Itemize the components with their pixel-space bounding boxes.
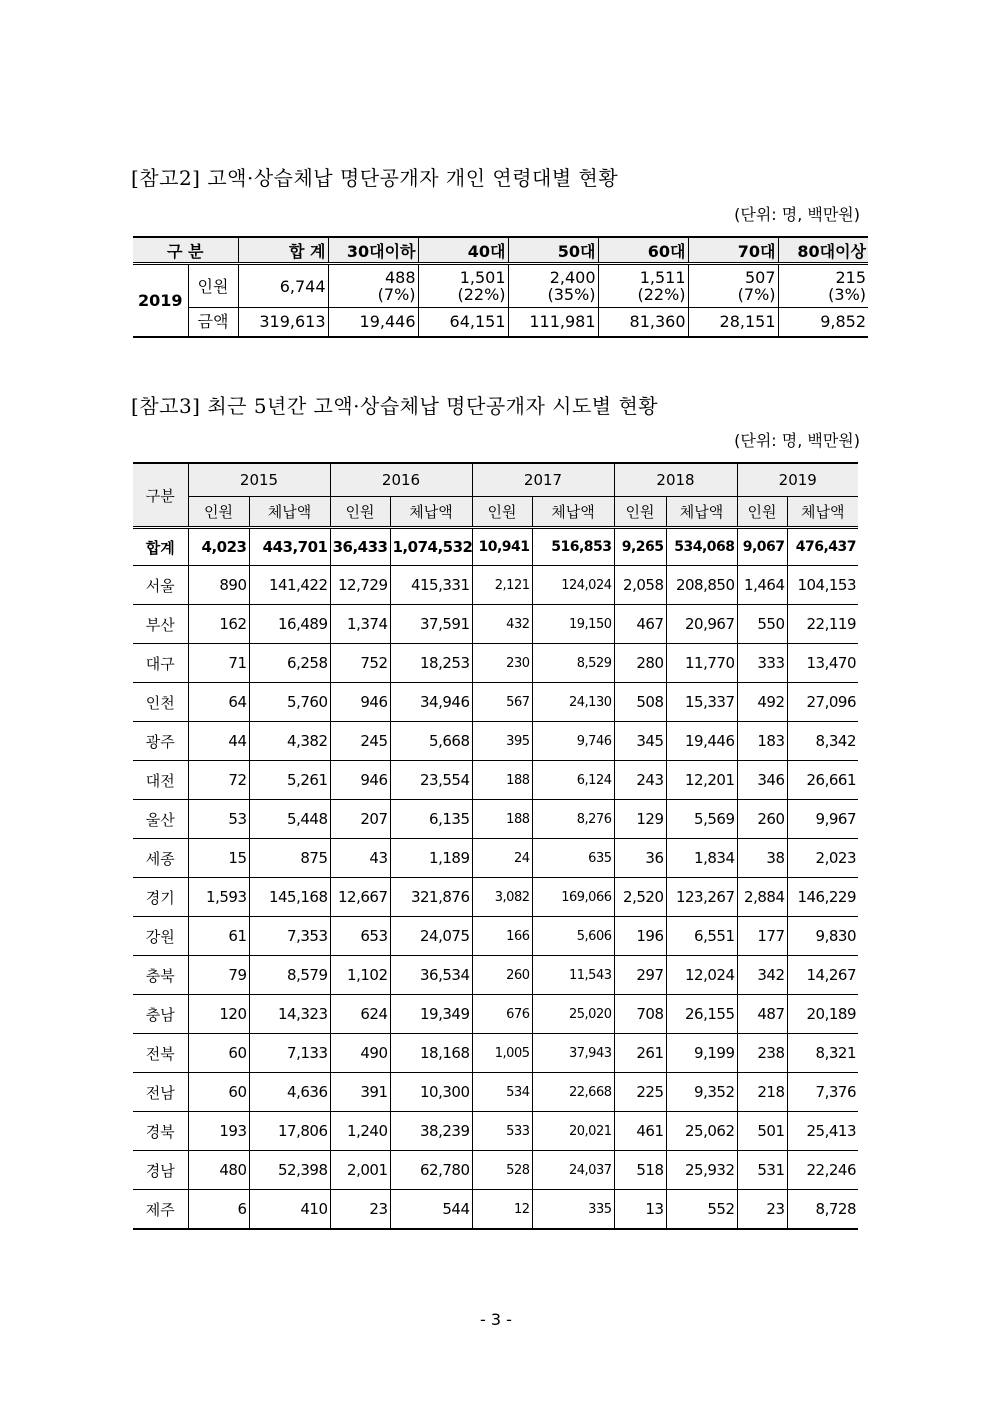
cell: 9,852 xyxy=(778,308,868,337)
cell-amount: 123,267 xyxy=(666,878,737,917)
cell-amount: 20,967 xyxy=(666,605,737,644)
cell-amount: 104,153 xyxy=(787,566,858,605)
cell-amount: 5,569 xyxy=(666,800,737,839)
table-row xyxy=(133,566,858,605)
cell-amount: 169,066 xyxy=(532,878,614,917)
region-label: 세종 xyxy=(133,839,188,878)
cell-amount: 12,201 xyxy=(666,761,737,800)
cell-amount: 443,701 xyxy=(249,528,330,566)
cell: 81,360 xyxy=(598,308,688,337)
cell-amount: 335 xyxy=(532,1190,614,1230)
cell-count: 188 xyxy=(472,800,532,839)
cell-count: 12,667 xyxy=(330,878,390,917)
cell-count: 79 xyxy=(188,956,249,995)
cell-count: 492 xyxy=(737,683,787,722)
cell: 507 (7%) xyxy=(688,264,778,308)
table-row xyxy=(133,683,858,722)
table-row xyxy=(133,1073,858,1112)
cell-amount: 36,534 xyxy=(390,956,472,995)
cell-amount: 11,543 xyxy=(532,956,614,995)
cell-amount: 410 xyxy=(249,1190,330,1230)
cell-amount: 9,199 xyxy=(666,1034,737,1073)
cell-amount: 124,024 xyxy=(532,566,614,605)
cell-count: 260 xyxy=(472,956,532,995)
cell-count: 60 xyxy=(188,1073,249,1112)
page-number: - 3 - xyxy=(480,1310,512,1329)
cell-count: 53 xyxy=(188,800,249,839)
cell-count: 567 xyxy=(472,683,532,722)
cell: 488 (7%) xyxy=(328,264,418,308)
cell-amount: 6,258 xyxy=(249,644,330,683)
cell-count: 2,058 xyxy=(614,566,666,605)
region-label: 전남 xyxy=(133,1073,188,1112)
year-label: 2019 xyxy=(133,264,188,337)
region-label: 부산 xyxy=(133,605,188,644)
cell-count: 71 xyxy=(188,644,249,683)
header-category: 구 분 xyxy=(133,237,238,264)
cell-amount: 25,020 xyxy=(532,995,614,1034)
cell: 19,446 xyxy=(328,308,418,337)
cell-count: 188 xyxy=(472,761,532,800)
cell-count: 508 xyxy=(614,683,666,722)
cell-count: 653 xyxy=(330,917,390,956)
cell-count: 1,240 xyxy=(330,1112,390,1151)
cell-amount: 52,398 xyxy=(249,1151,330,1190)
region-label: 강원 xyxy=(133,917,188,956)
cell-count: 162 xyxy=(188,605,249,644)
cell: 1,511 (22%) xyxy=(598,264,688,308)
cell-count: 528 xyxy=(472,1151,532,1190)
cell-count: 261 xyxy=(614,1034,666,1073)
cell-count: 1,374 xyxy=(330,605,390,644)
cell-count: 534 xyxy=(472,1073,532,1112)
cell-count: 72 xyxy=(188,761,249,800)
cell-count: 44 xyxy=(188,722,249,761)
region-label: 대전 xyxy=(133,761,188,800)
cell-count: 9,067 xyxy=(737,528,787,566)
cell-count: 1,005 xyxy=(472,1034,532,1073)
section3-unit: (단위: 명, 백만원) xyxy=(734,431,860,450)
cell-count: 3,082 xyxy=(472,878,532,917)
region-label: 대구 xyxy=(133,644,188,683)
cell-total: 319,613 xyxy=(238,308,328,337)
header-year: 2017 xyxy=(472,463,614,497)
cell-amount: 38,239 xyxy=(390,1112,472,1151)
cell-count: 2,001 xyxy=(330,1151,390,1190)
header-count: 인원 xyxy=(614,497,666,528)
cell-amount: 4,636 xyxy=(249,1073,330,1112)
cell-amount: 635 xyxy=(532,839,614,878)
cell-count: 9,265 xyxy=(614,528,666,566)
region-label: 경북 xyxy=(133,1112,188,1151)
cell-count: 550 xyxy=(737,605,787,644)
cell-count: 2,121 xyxy=(472,566,532,605)
cell-amount: 22,119 xyxy=(787,605,858,644)
cell-count: 64 xyxy=(188,683,249,722)
header-amount: 체납액 xyxy=(249,497,330,528)
table-row xyxy=(133,644,858,683)
cell-amount: 11,770 xyxy=(666,644,737,683)
cell-amount: 22,668 xyxy=(532,1073,614,1112)
header-category: 구분 xyxy=(133,463,188,528)
table-row xyxy=(133,605,858,644)
cell-amount: 62,780 xyxy=(390,1151,472,1190)
cell-amount: 476,437 xyxy=(787,528,858,566)
cell-count: 60 xyxy=(188,1034,249,1073)
cell-count: 391 xyxy=(330,1073,390,1112)
cell-count: 533 xyxy=(472,1112,532,1151)
cell-amount: 8,321 xyxy=(787,1034,858,1073)
cell-amount: 516,853 xyxy=(532,528,614,566)
cell-amount: 544 xyxy=(390,1190,472,1230)
cell-count: 480 xyxy=(188,1151,249,1190)
cell-amount: 5,261 xyxy=(249,761,330,800)
cell-count: 280 xyxy=(614,644,666,683)
cell-amount: 25,413 xyxy=(787,1112,858,1151)
table-row xyxy=(133,1151,858,1190)
header-count: 인원 xyxy=(472,497,532,528)
cell-amount: 6,135 xyxy=(390,800,472,839)
cell-count: 752 xyxy=(330,644,390,683)
cell-count: 342 xyxy=(737,956,787,995)
cell-count: 238 xyxy=(737,1034,787,1073)
region-label: 충북 xyxy=(133,956,188,995)
cell-count: 10,941 xyxy=(472,528,532,566)
cell-amount: 24,130 xyxy=(532,683,614,722)
cell-count: 345 xyxy=(614,722,666,761)
cell-count: 2,884 xyxy=(737,878,787,917)
cell-amount: 27,096 xyxy=(787,683,858,722)
cell-amount: 19,150 xyxy=(532,605,614,644)
table-body xyxy=(133,528,858,1230)
cell-amount: 7,353 xyxy=(249,917,330,956)
cell-amount: 415,331 xyxy=(390,566,472,605)
region-label: 경남 xyxy=(133,1151,188,1190)
table-row xyxy=(133,956,858,995)
cell-count: 4,023 xyxy=(188,528,249,566)
section3-title: [참고3] 최근 5년간 고액·상습체납 명단공개자 시도별 현황 xyxy=(131,394,659,418)
cell-amount: 23,554 xyxy=(390,761,472,800)
cell-count: 487 xyxy=(737,995,787,1034)
header-year: 2016 xyxy=(330,463,472,497)
cell-count: 461 xyxy=(614,1112,666,1151)
header-amount: 체납액 xyxy=(787,497,858,528)
cell-amount: 9,830 xyxy=(787,917,858,956)
region-label: 서울 xyxy=(133,566,188,605)
table-row xyxy=(133,995,858,1034)
cell-count: 245 xyxy=(330,722,390,761)
cell-count: 708 xyxy=(614,995,666,1034)
header-count: 인원 xyxy=(188,497,249,528)
table-row xyxy=(133,800,858,839)
table-row xyxy=(133,264,868,308)
cell-count: 183 xyxy=(737,722,787,761)
cell: 1,501 (22%) xyxy=(418,264,508,308)
cell-count: 1,593 xyxy=(188,878,249,917)
region-label: 제주 xyxy=(133,1190,188,1230)
table-row xyxy=(133,917,858,956)
cell-count: 43 xyxy=(330,839,390,878)
header-age: 50대 xyxy=(508,237,598,264)
cell-amount: 24,037 xyxy=(532,1151,614,1190)
cell-amount: 13,470 xyxy=(787,644,858,683)
cell-amount: 18,253 xyxy=(390,644,472,683)
header-age: 70대 xyxy=(688,237,778,264)
cell-count: 166 xyxy=(472,917,532,956)
cell-amount: 18,168 xyxy=(390,1034,472,1073)
cell-amount: 15,337 xyxy=(666,683,737,722)
cell-amount: 25,932 xyxy=(666,1151,737,1190)
cell-count: 120 xyxy=(188,995,249,1034)
header-age: 40대 xyxy=(418,237,508,264)
cell-count: 467 xyxy=(614,605,666,644)
cell: 111,981 xyxy=(508,308,598,337)
cell-amount: 9,352 xyxy=(666,1073,737,1112)
cell-amount: 26,661 xyxy=(787,761,858,800)
cell-amount: 9,746 xyxy=(532,722,614,761)
table-header-row xyxy=(133,463,858,497)
cell-amount: 6,551 xyxy=(666,917,737,956)
cell-count: 432 xyxy=(472,605,532,644)
region-label: 울산 xyxy=(133,800,188,839)
cell: 28,151 xyxy=(688,308,778,337)
cell-count: 395 xyxy=(472,722,532,761)
cell-amount: 26,155 xyxy=(666,995,737,1034)
cell-count: 12 xyxy=(472,1190,532,1230)
region-label: 합계 xyxy=(133,528,188,566)
cell-amount: 25,062 xyxy=(666,1112,737,1151)
cell-amount: 8,276 xyxy=(532,800,614,839)
header-count: 인원 xyxy=(737,497,787,528)
cell-amount: 37,591 xyxy=(390,605,472,644)
cell-amount: 5,606 xyxy=(532,917,614,956)
cell-amount: 37,943 xyxy=(532,1034,614,1073)
region-table xyxy=(133,462,858,1230)
cell: 215 (3%) xyxy=(778,264,868,308)
cell-count: 1,464 xyxy=(737,566,787,605)
cell-total: 6,744 xyxy=(238,264,328,308)
header-age: 30대이하 xyxy=(328,237,418,264)
cell-count: 177 xyxy=(737,917,787,956)
cell-count: 490 xyxy=(330,1034,390,1073)
header-amount: 체납액 xyxy=(532,497,614,528)
cell-count: 193 xyxy=(188,1112,249,1151)
cell-amount: 5,668 xyxy=(390,722,472,761)
header-year: 2019 xyxy=(737,463,858,497)
cell-amount: 20,021 xyxy=(532,1112,614,1151)
cell-amount: 16,489 xyxy=(249,605,330,644)
cell-amount: 17,806 xyxy=(249,1112,330,1151)
row-label: 금액 xyxy=(188,308,238,337)
section2-unit: (단위: 명, 백만원) xyxy=(734,205,860,224)
cell-count: 230 xyxy=(472,644,532,683)
cell-count: 260 xyxy=(737,800,787,839)
cell-amount: 208,850 xyxy=(666,566,737,605)
header-amount: 체납액 xyxy=(390,497,472,528)
cell-count: 946 xyxy=(330,761,390,800)
cell-count: 946 xyxy=(330,683,390,722)
cell-amount: 146,229 xyxy=(787,878,858,917)
cell-count: 24 xyxy=(472,839,532,878)
header-year: 2018 xyxy=(614,463,737,497)
cell-amount: 7,133 xyxy=(249,1034,330,1073)
cell-count: 196 xyxy=(614,917,666,956)
cell-count: 333 xyxy=(737,644,787,683)
cell-count: 129 xyxy=(614,800,666,839)
cell-count: 1,102 xyxy=(330,956,390,995)
cell-count: 501 xyxy=(737,1112,787,1151)
cell-amount: 1,189 xyxy=(390,839,472,878)
cell-amount: 8,342 xyxy=(787,722,858,761)
table-subheader-row xyxy=(133,497,858,528)
cell-count: 518 xyxy=(614,1151,666,1190)
header-total: 합 계 xyxy=(238,237,328,264)
cell-amount: 19,349 xyxy=(390,995,472,1034)
cell-count: 207 xyxy=(330,800,390,839)
table-row xyxy=(133,1034,858,1073)
cell-amount: 145,168 xyxy=(249,878,330,917)
header-age: 60대 xyxy=(598,237,688,264)
region-label: 경기 xyxy=(133,878,188,917)
cell-amount: 534,068 xyxy=(666,528,737,566)
cell-amount: 875 xyxy=(249,839,330,878)
region-label: 전북 xyxy=(133,1034,188,1073)
cell: 2,400 (35%) xyxy=(508,264,598,308)
cell-count: 36,433 xyxy=(330,528,390,566)
cell-amount: 8,579 xyxy=(249,956,330,995)
cell-count: 6 xyxy=(188,1190,249,1230)
cell-count: 890 xyxy=(188,566,249,605)
cell-amount: 14,323 xyxy=(249,995,330,1034)
region-label: 광주 xyxy=(133,722,188,761)
cell-amount: 19,446 xyxy=(666,722,737,761)
age-group-table xyxy=(133,236,868,338)
cell-amount: 8,728 xyxy=(787,1190,858,1230)
cell-amount: 5,448 xyxy=(249,800,330,839)
cell-amount: 12,024 xyxy=(666,956,737,995)
cell-amount: 4,382 xyxy=(249,722,330,761)
cell-count: 2,520 xyxy=(614,878,666,917)
table-row xyxy=(133,878,858,917)
cell-amount: 10,300 xyxy=(390,1073,472,1112)
cell-amount: 14,267 xyxy=(787,956,858,995)
cell-count: 36 xyxy=(614,839,666,878)
header-year: 2015 xyxy=(188,463,330,497)
table-row xyxy=(133,839,858,878)
cell: 64,151 xyxy=(418,308,508,337)
cell-amount: 7,376 xyxy=(787,1073,858,1112)
cell-amount: 9,967 xyxy=(787,800,858,839)
cell-amount: 34,946 xyxy=(390,683,472,722)
cell-amount: 5,760 xyxy=(249,683,330,722)
cell-count: 243 xyxy=(614,761,666,800)
cell-amount: 321,876 xyxy=(390,878,472,917)
cell-count: 346 xyxy=(737,761,787,800)
cell-amount: 552 xyxy=(666,1190,737,1230)
cell-count: 12,729 xyxy=(330,566,390,605)
header-count: 인원 xyxy=(330,497,390,528)
cell-amount: 6,124 xyxy=(532,761,614,800)
cell-count: 23 xyxy=(330,1190,390,1230)
table-row xyxy=(133,1112,858,1151)
cell-count: 624 xyxy=(330,995,390,1034)
table-row xyxy=(133,722,858,761)
cell-amount: 2,023 xyxy=(787,839,858,878)
total-row xyxy=(133,528,858,566)
cell-amount: 141,422 xyxy=(249,566,330,605)
cell-count: 531 xyxy=(737,1151,787,1190)
cell-amount: 20,189 xyxy=(787,995,858,1034)
cell-count: 61 xyxy=(188,917,249,956)
cell-amount: 8,529 xyxy=(532,644,614,683)
cell-amount: 22,246 xyxy=(787,1151,858,1190)
region-label: 인천 xyxy=(133,683,188,722)
region-label: 충남 xyxy=(133,995,188,1034)
header-age: 80대이상 xyxy=(778,237,868,264)
cell-count: 218 xyxy=(737,1073,787,1112)
cell-count: 225 xyxy=(614,1073,666,1112)
cell-amount: 24,075 xyxy=(390,917,472,956)
table-row xyxy=(133,761,858,800)
row-label: 인원 xyxy=(188,264,238,308)
table-header-row xyxy=(133,237,868,264)
cell-amount: 1,074,532 xyxy=(390,528,472,566)
cell-count: 23 xyxy=(737,1190,787,1230)
section2-title: [참고2] 고액·상습체납 명단공개자 개인 연령대별 현황 xyxy=(131,166,619,190)
cell-amount: 1,834 xyxy=(666,839,737,878)
cell-count: 15 xyxy=(188,839,249,878)
cell-count: 13 xyxy=(614,1190,666,1230)
cell-count: 38 xyxy=(737,839,787,878)
cell-count: 676 xyxy=(472,995,532,1034)
table-row xyxy=(133,1190,858,1230)
cell-count: 297 xyxy=(614,956,666,995)
header-amount: 체납액 xyxy=(666,497,737,528)
table-row xyxy=(133,308,868,337)
